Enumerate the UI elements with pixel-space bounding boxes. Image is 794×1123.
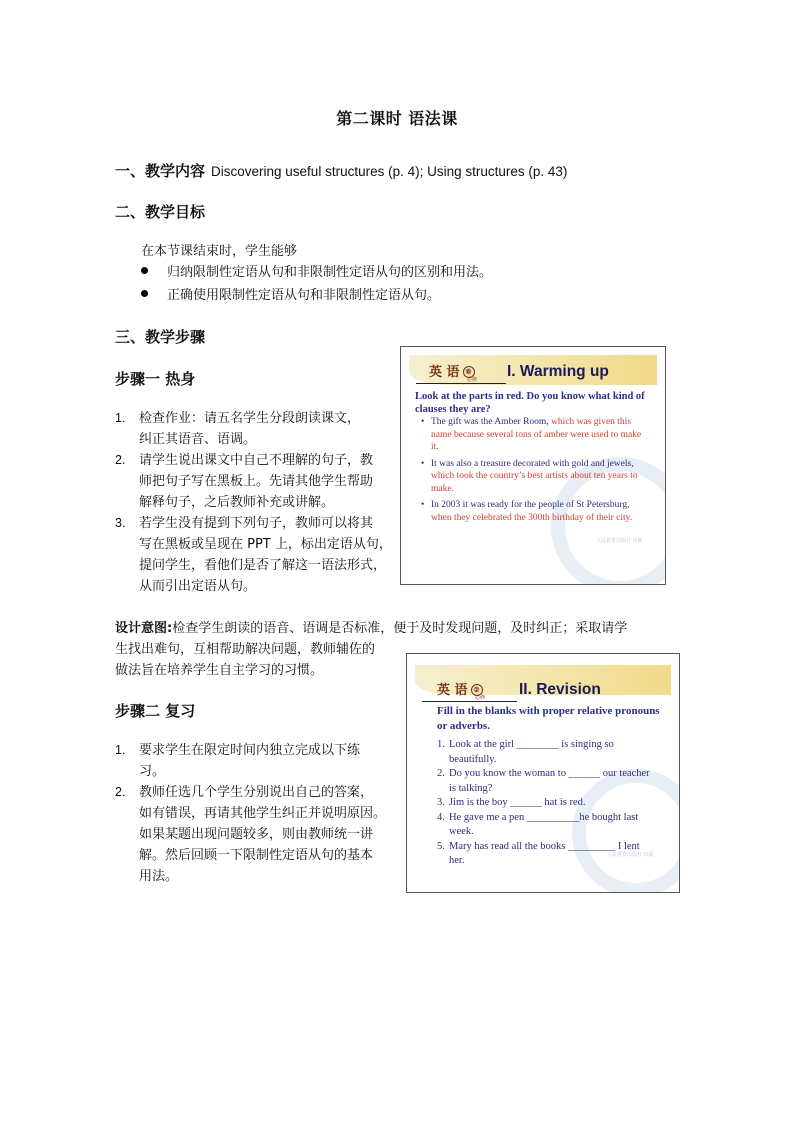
step2-list (115, 740, 400, 887)
section-teaching-steps-label: 三、教学步骤 (115, 328, 206, 346)
header-rule (422, 701, 517, 702)
exercise-item: 1. Look at the girl ________ is singing so beautifully. (437, 739, 614, 765)
exercise-item: 4. He gave me a pen __________he bought last week. (437, 811, 639, 837)
slide-instruction: Fill in the blanks with proper relative pronouns or adverbs. (437, 705, 660, 732)
page-title: 第二课时 语法课 (336, 109, 458, 128)
slide-title: I. Warming up (507, 363, 609, 380)
exercise-item: 5. Mary has read all the books _________ I lent her. (437, 840, 640, 866)
step2-label: 步骤二 复习 (115, 702, 196, 720)
list-item: 2. 请学生说出课文中自己不理解的句子，教 师把句子写在黑板上。先请其他学生帮助 解释句子，之后教师补充或讲解。 (115, 453, 374, 510)
textbook-logo: 英 语 ② (437, 679, 483, 698)
step1-list (115, 408, 400, 597)
slide-question: Look at the parts in red. Do you know what kind of clauses they are? (415, 391, 645, 415)
header-rule (416, 383, 506, 384)
exercise-list (437, 738, 672, 869)
slide-revision: 英 语 ② 必修 II. Revision Fill in the blanks with proper relative pronouns or adverbs. 1. Look at the girl ________ is singing so beautifully. 2. Do you know the woman to ______ our teacher is talking? 3. Jim is the boy ______ hat is red. 4. He gave me a pen __________he bought last week. 5. Mary has read all the books _________ I lent her. 人民教育出版社 出版 (406, 653, 680, 893)
example-sentence: • In 2003 it was ready for the people of St Petersburg, when they celebrated the 300th birthday of their city. (419, 499, 644, 524)
exercise-item: 2. Do you know the woman to ______ our teacher is talking? (437, 768, 650, 794)
goal-bullet: 正确使用限制性定语从句和非限制性定语从句。 (141, 286, 440, 306)
section-content: Discovering useful structures (p. 4); Using structures (p. 43) (211, 164, 568, 179)
list-item: 3. 若学生没有提到下列句子，教师可以将其 写在黑板或呈现在 PPT 上，标出定语从句， 提问学生，看他们是否了解这一语法形式， 从而引出定语从句。 (115, 516, 392, 594)
slide-title: II. Revision (519, 681, 601, 698)
list-item: 1. 要求学生在限定时间内独立完成以下练 习。 (115, 743, 361, 779)
example-sentence: • The gift was the Amber Room, which was given this name because several tons of amber were used to make it. (419, 416, 644, 454)
slide-warming-up: 英 语 ⑥ 必修 I. Warming up Look at the parts in red. Do you know what kind of clauses they are? • The gift was the Amber Room, which was given this name because several tons of amber were used to make it. • It was also a treasure decorated with gold and jewels, which took the country’s best artists about ten years to make. • In 2003 it was ready for the people of St Petersburg, when they celebrated the 300th birthday of their city. 人民教育出版社 出版 (400, 346, 666, 585)
bullet-dot (141, 290, 148, 297)
publisher-mark: 人民教育出版社 出版 (596, 538, 643, 544)
section-teaching-content (115, 160, 567, 181)
design-intent: 设计意图:检查学生朗读的语音、语调是否标准，便于及时发现问题，及时纠正；采取请学 生找出难句，互相帮助解决问题，教师辅佐的 做法旨在培养学生自主学习的习惯。 (115, 621, 628, 678)
goal-bullet: 归纳限制性定语从句和非限制性定语从句的区别和用法。 (141, 263, 492, 283)
bullet-dot (141, 267, 148, 274)
slide-examples (419, 416, 644, 528)
exercise-item: 3. Jim is the boy ______ hat is red. (437, 797, 586, 808)
example-sentence: • It was also a treasure decorated with gold and jewels, which took the country’s best artists about ten years to make. (419, 458, 644, 496)
section-teaching-goals-label: 二、教学目标 (115, 203, 206, 221)
step1-label: 步骤一 热身 (115, 370, 196, 388)
goals-intro: 在本节课结束时，学生能够 (141, 244, 298, 259)
list-item: 2. 教师任选几个学生分别说出自己的答案， 如有错误，再请其他学生纠正并说明原因。 如果某题出现问题较多，则由教师统一讲 解。然后回顾一下限制性定语从句的基本 用法。 (115, 785, 387, 884)
section-label: 一、教学内容 (115, 162, 206, 180)
publisher-mark: 人民教育出版社 出版 (607, 852, 654, 858)
list-item: 1. 检查作业：请五名学生分段朗读课文， 纠正其语音、语调。 (115, 411, 361, 447)
textbook-logo: 英 语 ⑥ (429, 361, 475, 380)
